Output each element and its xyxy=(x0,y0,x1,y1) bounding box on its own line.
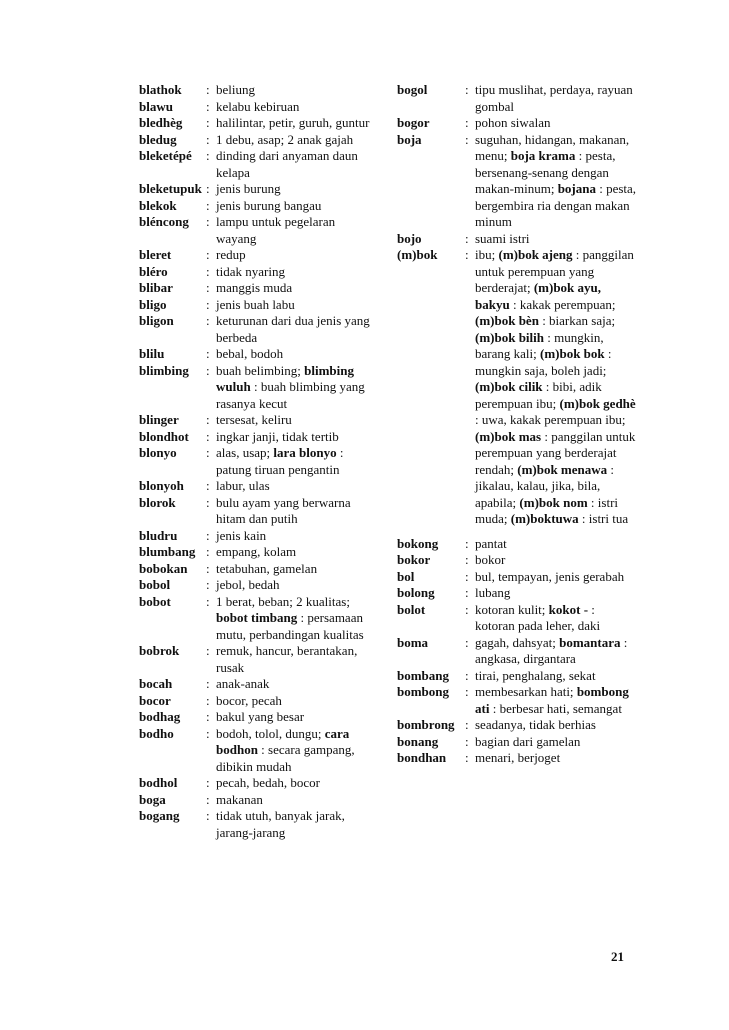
dictionary-entry xyxy=(139,808,371,841)
definition-text: keturunan dari dua jenis yang berbeda xyxy=(216,313,370,345)
entry-definition xyxy=(216,99,371,116)
dictionary-entry xyxy=(139,198,371,215)
entry-separator: : xyxy=(206,676,210,691)
dictionary-entry xyxy=(397,585,637,602)
definition-text: : bibi, adik perempuan ibu; xyxy=(475,379,602,411)
definition-text: tersesat, keliru xyxy=(216,412,292,427)
entry-separator: : xyxy=(206,478,210,493)
entry-definition xyxy=(475,734,637,751)
entry-headword: bleketépé xyxy=(139,148,192,163)
entry-headword: bléncong xyxy=(139,214,189,229)
dictionary-entry xyxy=(139,643,371,676)
definition-sub-headword: (m)bok ayu, bakyu xyxy=(475,280,602,312)
entry-separator: : xyxy=(206,296,210,312)
entry-headword: blonyo xyxy=(139,445,177,460)
entry-definition xyxy=(216,264,371,281)
entry-definition xyxy=(475,536,637,553)
entry-separator: : xyxy=(206,643,210,658)
entry-definition xyxy=(216,726,371,776)
entry-definition xyxy=(216,561,371,578)
dictionary-entry xyxy=(397,115,637,132)
dictionary-entry xyxy=(139,264,371,281)
definition-text: : istri muda; xyxy=(475,494,619,526)
entry-separator: : xyxy=(465,684,469,699)
definition-text: labur, ulas xyxy=(216,478,270,493)
entry-headword: bonang xyxy=(397,733,439,749)
dictionary-entry xyxy=(139,478,371,495)
entry-separator: : xyxy=(206,148,210,163)
definition-text: : jikalau, kalau, jika, bila, apabila; xyxy=(475,461,615,510)
entry-separator: : xyxy=(206,181,210,196)
definition-text: seadanya, tidak berhias xyxy=(475,717,596,732)
definition-sub-headword: (m)bok bèn xyxy=(475,313,539,328)
entry-headword: blumbang xyxy=(139,544,196,559)
entry-separator: : xyxy=(206,197,210,213)
entry-definition xyxy=(216,709,371,726)
entry-separator: : xyxy=(206,313,210,328)
definition-text: suguhan, hidangan, makanan, menu; xyxy=(475,131,630,163)
definition-text: pecah, bedah, bocor xyxy=(216,775,320,790)
entry-separator: : xyxy=(206,593,210,609)
entry-definition xyxy=(475,668,637,685)
entry-separator: : xyxy=(465,82,469,97)
definition-text: bebal, bodoh xyxy=(216,346,284,361)
dictionary-entry xyxy=(139,115,371,132)
entry-separator: : xyxy=(206,725,210,741)
definition-text: ingkar janji, tidak tertib xyxy=(216,428,339,444)
dictionary-entry xyxy=(139,726,371,776)
definition-sub-headword: (m)bok menawa xyxy=(517,461,608,477)
entry-definition xyxy=(475,717,637,734)
definition-text: ibu; xyxy=(475,247,499,262)
entry-separator: : xyxy=(206,247,210,262)
entry-headword: bogor xyxy=(397,115,430,130)
dictionary-entry xyxy=(139,132,371,149)
definition-text: : secara gampang, dibikin mudah xyxy=(216,742,355,774)
definition-sub-headword: bojana xyxy=(557,181,596,196)
entry-separator: : xyxy=(206,214,210,229)
entry-headword: boga xyxy=(139,791,166,807)
entry-headword: bledug xyxy=(139,131,177,147)
entry-definition xyxy=(216,528,371,545)
definition-text: beliung xyxy=(216,82,255,97)
definition-text: bul, tempayan, jenis gerabah xyxy=(475,568,625,584)
entry-separator: : xyxy=(206,544,210,559)
dictionary-entry xyxy=(139,214,371,247)
entry-definition xyxy=(216,247,371,264)
dictionary-entry xyxy=(397,536,637,553)
entry-headword: blekok xyxy=(139,197,177,213)
entry-definition xyxy=(216,198,371,215)
definition-text: : biarkan saja; xyxy=(538,313,616,328)
definition-text: bodoh, tolol, dungu; xyxy=(216,725,325,741)
dictionary-entry xyxy=(397,602,637,635)
entry-definition xyxy=(475,585,637,602)
entry-definition xyxy=(216,280,371,297)
dictionary-column-left xyxy=(139,82,371,841)
dictionary-entry xyxy=(139,99,371,116)
dictionary-entry xyxy=(139,676,371,693)
definition-text: : mungkin, barang kali; xyxy=(475,329,604,361)
definition-text: suami istri xyxy=(475,230,530,246)
entry-headword: bocor xyxy=(139,692,171,708)
entry-separator: : xyxy=(465,115,469,130)
definition-text: lampu untuk pegelaran wayang xyxy=(216,214,336,246)
entry-headword: blathok xyxy=(139,82,182,97)
definition-text: : mungkin saja, boleh jadi; xyxy=(475,346,612,378)
entry-separator: : xyxy=(465,750,469,765)
entry-headword: bludru xyxy=(139,527,178,543)
definition-text: bakul yang besar xyxy=(216,709,305,724)
entry-headword: bobokan xyxy=(139,560,188,576)
definition-sub-headword: (m)bok cilik xyxy=(475,379,543,394)
definition-sub-headword: (m)bok gedhè xyxy=(559,395,636,411)
definition-sub-headword: blimbing wuluh xyxy=(216,362,354,394)
entry-headword: bodhol xyxy=(139,775,178,790)
entry-separator: : xyxy=(206,115,210,130)
entry-headword: blimbing xyxy=(139,362,189,378)
definition-text: kotoran kulit; xyxy=(475,601,549,617)
entry-headword: bobol xyxy=(139,577,171,592)
definition-text: tidak nyaring xyxy=(216,263,285,279)
dictionary-entry xyxy=(397,684,637,717)
entry-headword: bleketupuk xyxy=(139,181,202,196)
definition-text: dinding dari anyaman daun kelapa xyxy=(216,148,358,180)
dictionary-entry xyxy=(139,280,371,297)
entry-separator: : xyxy=(206,131,210,147)
entry-separator: : xyxy=(206,494,210,510)
definition-text: bulu ayam yang berwarna hitam dan putih xyxy=(216,494,351,526)
entry-headword: bondhan xyxy=(397,750,447,765)
entry-headword: bombong xyxy=(397,684,450,699)
entry-definition xyxy=(216,82,371,99)
dictionary-entry xyxy=(397,750,637,767)
entry-headword: blondhot xyxy=(139,428,189,444)
definition-text: lubang xyxy=(475,585,511,600)
entry-definition xyxy=(216,148,371,181)
dictionary-entry xyxy=(139,792,371,809)
dictionary-entry xyxy=(397,717,637,734)
entry-headword: bledhèg xyxy=(139,115,183,130)
entry-separator: : xyxy=(206,808,210,823)
entry-definition xyxy=(216,577,371,594)
entry-separator: : xyxy=(206,445,210,460)
entry-definition xyxy=(216,792,371,809)
entry-definition xyxy=(216,693,371,710)
definition-text: buah belimbing; xyxy=(216,362,305,378)
dictionary-entry xyxy=(139,412,371,429)
entry-headword: bol xyxy=(397,568,415,584)
definition-text: tidak utuh, banyak jarak, jarang-jarang xyxy=(216,808,345,840)
definition-text: redup xyxy=(216,247,246,262)
dictionary-entry xyxy=(397,247,637,528)
definition-text: : pesta, bersenang-senang dengan makan-minum; xyxy=(475,148,616,196)
dictionary-entry xyxy=(139,528,371,545)
definition-text: tetabuhan, gamelan xyxy=(216,560,318,576)
definition-text: manggis muda xyxy=(216,280,293,295)
definition-text: : panggilan untuk perempuan yang berderajat rendah; xyxy=(475,428,636,477)
entry-separator: : xyxy=(206,791,210,807)
entry-headword: bléro xyxy=(139,263,168,279)
entry-definition xyxy=(475,750,637,767)
definition-sub-headword: (m)bok ajeng xyxy=(498,247,573,262)
entry-separator: : xyxy=(465,601,469,617)
entry-separator: : xyxy=(465,552,469,567)
definition-sub-headword: kokot - xyxy=(548,601,589,617)
entry-separator: : xyxy=(465,535,469,551)
definition-sub-headword: (m)bok bok xyxy=(539,346,605,361)
definition-sub-headword: cara bodhon xyxy=(216,725,350,757)
entry-headword: bojo xyxy=(397,230,422,246)
definition-text: tipu muslihat, perdaya, rayuan gombal xyxy=(475,82,633,114)
dictionary-entry xyxy=(139,544,371,561)
entry-separator: : xyxy=(206,346,210,361)
entry-headword: bligo xyxy=(139,296,167,312)
definition-text: 1 berat, beban; 2 kualitas; xyxy=(216,593,350,609)
entry-headword: boja xyxy=(397,131,422,147)
entry-definition xyxy=(216,115,371,132)
dictionary-entry xyxy=(397,132,637,231)
entry-definition xyxy=(216,313,371,346)
definition-text: menari, berjoget xyxy=(475,750,561,765)
entry-separator: : xyxy=(206,280,210,295)
definition-text: alas, usap; xyxy=(216,445,274,460)
dictionary-entry xyxy=(139,594,371,644)
definition-text: pohon siwalan xyxy=(475,115,551,130)
entry-definition xyxy=(216,495,371,528)
definition-text: pantat xyxy=(475,535,507,551)
definition-sub-headword: (m)boktuwa xyxy=(510,511,579,526)
dictionary-entry xyxy=(139,775,371,792)
entry-separator: : xyxy=(465,585,469,600)
entry-definition xyxy=(475,552,637,569)
entry-separator: : xyxy=(206,428,210,444)
dictionary-entry xyxy=(139,148,371,181)
entry-headword: bodhag xyxy=(139,709,181,724)
entry-separator: : xyxy=(465,634,469,650)
entry-headword: bogol xyxy=(397,82,428,97)
entry-separator: : xyxy=(465,733,469,749)
entry-definition xyxy=(216,478,371,495)
entry-headword: bobrok xyxy=(139,643,180,658)
definition-text: : kakak perempuan; xyxy=(509,296,616,312)
definition-text: jenis burung bangau xyxy=(216,197,322,213)
entry-separator: : xyxy=(465,717,469,732)
entry-headword: bombrong xyxy=(397,717,455,732)
dictionary-entry xyxy=(139,445,371,478)
definition-text: bagian dari gamelan xyxy=(475,733,581,749)
definition-text: : buah blimbing yang rasanya kecut xyxy=(216,379,365,411)
definition-text: jenis burung xyxy=(216,181,281,196)
entry-separator: : xyxy=(206,692,210,708)
entry-separator: : xyxy=(465,568,469,584)
definition-text: : uwa, kakak perempuan ibu; xyxy=(475,412,626,427)
definition-text: bocor, pecah xyxy=(216,692,282,708)
definition-text: membesarkan hati; xyxy=(475,684,577,699)
definition-text: empang, kolam xyxy=(216,544,297,559)
dictionary-entry xyxy=(139,181,371,198)
dictionary-entry xyxy=(397,635,637,668)
entry-separator: : xyxy=(465,131,469,147)
dictionary-entry xyxy=(139,693,371,710)
dictionary-entry xyxy=(139,247,371,264)
entry-separator: : xyxy=(206,709,210,724)
definition-sub-headword: (m)bok mas xyxy=(475,428,542,444)
entry-headword: blinger xyxy=(139,412,179,427)
entry-headword: blawu xyxy=(139,98,173,114)
entry-separator: : xyxy=(206,82,210,97)
definition-text: 1 debu, asap; 2 anak gajah xyxy=(216,131,354,147)
entry-definition xyxy=(216,346,371,363)
entry-headword: bobot xyxy=(139,593,171,609)
definition-text: : patung tiruan pengantin xyxy=(216,445,344,477)
entry-definition xyxy=(216,676,371,693)
definition-text: jenis buah labu xyxy=(216,296,295,312)
definition-text: : kotoran pada leher, daki xyxy=(475,601,601,633)
entry-separator: : xyxy=(465,230,469,246)
dictionary-entry xyxy=(397,668,637,685)
entry-separator: : xyxy=(206,775,210,790)
dictionary-column-right xyxy=(397,82,637,767)
entry-headword: bligon xyxy=(139,313,174,328)
entry-headword: (m)bok xyxy=(397,247,438,262)
entry-headword: blonyoh xyxy=(139,478,184,493)
dictionary-entry xyxy=(139,297,371,314)
dictionary-entry xyxy=(139,346,371,363)
entry-separator: : xyxy=(206,412,210,427)
definition-text: gagah, dahsyat; xyxy=(475,634,560,650)
entry-separator: : xyxy=(465,667,469,683)
entry-definition xyxy=(216,297,371,314)
entry-headword: bodho xyxy=(139,725,174,741)
definition-text: jebol, bedah xyxy=(216,577,280,592)
entry-separator: : xyxy=(206,560,210,576)
dictionary-entry xyxy=(139,561,371,578)
definition-text: kelabu kebiruan xyxy=(216,98,300,114)
dictionary-entry xyxy=(397,552,637,569)
definition-text: : panggilan untuk perempuan yang berderajat; xyxy=(475,247,634,295)
definition-text: : pesta, bergembira ria dengan makan minum xyxy=(475,181,637,229)
entry-definition xyxy=(216,445,371,478)
entry-definition xyxy=(475,231,637,248)
definition-text: : berbesar hati, semangat xyxy=(489,700,622,716)
entry-headword: bolot xyxy=(397,601,426,617)
entry-headword: bogang xyxy=(139,808,180,823)
entry-headword: bokong xyxy=(397,535,439,551)
entry-definition xyxy=(216,643,371,676)
definition-text: jenis kain xyxy=(216,527,267,543)
entry-headword: bolong xyxy=(397,585,435,600)
entry-headword: bocah xyxy=(139,676,173,691)
entry-definition xyxy=(475,635,637,668)
definition-sub-headword: (m)bok bilih xyxy=(475,329,544,345)
entry-separator: : xyxy=(206,577,210,592)
dictionary-entry xyxy=(139,82,371,99)
entry-headword: bombang xyxy=(397,667,450,683)
dictionary-entry xyxy=(139,363,371,413)
entry-separator: : xyxy=(465,247,469,262)
entry-definition xyxy=(216,412,371,429)
definition-text: bokor xyxy=(475,552,506,567)
definition-sub-headword: bomantara xyxy=(559,634,621,650)
entry-definition xyxy=(216,214,371,247)
entry-definition xyxy=(475,132,637,231)
entry-separator: : xyxy=(206,263,210,279)
entry-definition xyxy=(216,363,371,413)
entry-definition xyxy=(216,544,371,561)
definition-text: tirai, penghalang, sekat xyxy=(475,667,596,683)
definition-text: : angkasa, dirgantara xyxy=(475,634,628,666)
dictionary-entry xyxy=(139,577,371,594)
dictionary-entry xyxy=(139,709,371,726)
entry-headword: bokor xyxy=(397,552,431,567)
entry-definition xyxy=(475,569,637,586)
entry-definition xyxy=(475,247,637,528)
definition-text: makanan xyxy=(216,791,263,807)
entry-definition xyxy=(475,684,637,717)
entry-separator: : xyxy=(206,362,210,378)
definition-sub-headword: bombong ati xyxy=(475,684,629,716)
definition-text: : istri tua xyxy=(578,511,629,526)
entry-headword: bleret xyxy=(139,247,172,262)
definition-text: halilintar, petir, guruh, guntur xyxy=(216,115,370,130)
entry-definition xyxy=(216,429,371,446)
entry-headword: blibar xyxy=(139,280,173,295)
entry-definition xyxy=(216,808,371,841)
entry-headword: blilu xyxy=(139,346,165,361)
definition-sub-headword: (m)bok nom xyxy=(519,494,588,510)
dictionary-entry xyxy=(139,495,371,528)
definition-text: anak-anak xyxy=(216,676,270,691)
dictionary-entry xyxy=(397,82,637,115)
entry-separator: : xyxy=(206,98,210,114)
dictionary-entry xyxy=(397,734,637,751)
dictionary-entry xyxy=(397,231,637,248)
entry-definition xyxy=(475,602,637,635)
dictionary-entry xyxy=(397,569,637,586)
entry-separator: : xyxy=(206,527,210,543)
entry-definition xyxy=(216,132,371,149)
definition-sub-headword: boja krama xyxy=(510,148,576,163)
entry-definition xyxy=(475,115,637,132)
definition-text: : persamaan mutu, perbandingan kualitas xyxy=(216,610,364,642)
dictionary-entry xyxy=(139,429,371,446)
definition-sub-headword: lara blonyo xyxy=(273,445,337,460)
entry-definition xyxy=(216,594,371,644)
entry-definition xyxy=(475,82,637,115)
entry-headword: boma xyxy=(397,634,429,650)
entry-definition xyxy=(216,181,371,198)
definition-text: remuk, hancur, berantakan, rusak xyxy=(216,643,358,675)
entry-definition xyxy=(216,775,371,792)
dictionary-entry xyxy=(139,313,371,346)
page-number: 21 xyxy=(611,949,624,964)
entry-headword: blorok xyxy=(139,494,176,510)
definition-sub-headword: bobot timbang xyxy=(216,610,298,625)
